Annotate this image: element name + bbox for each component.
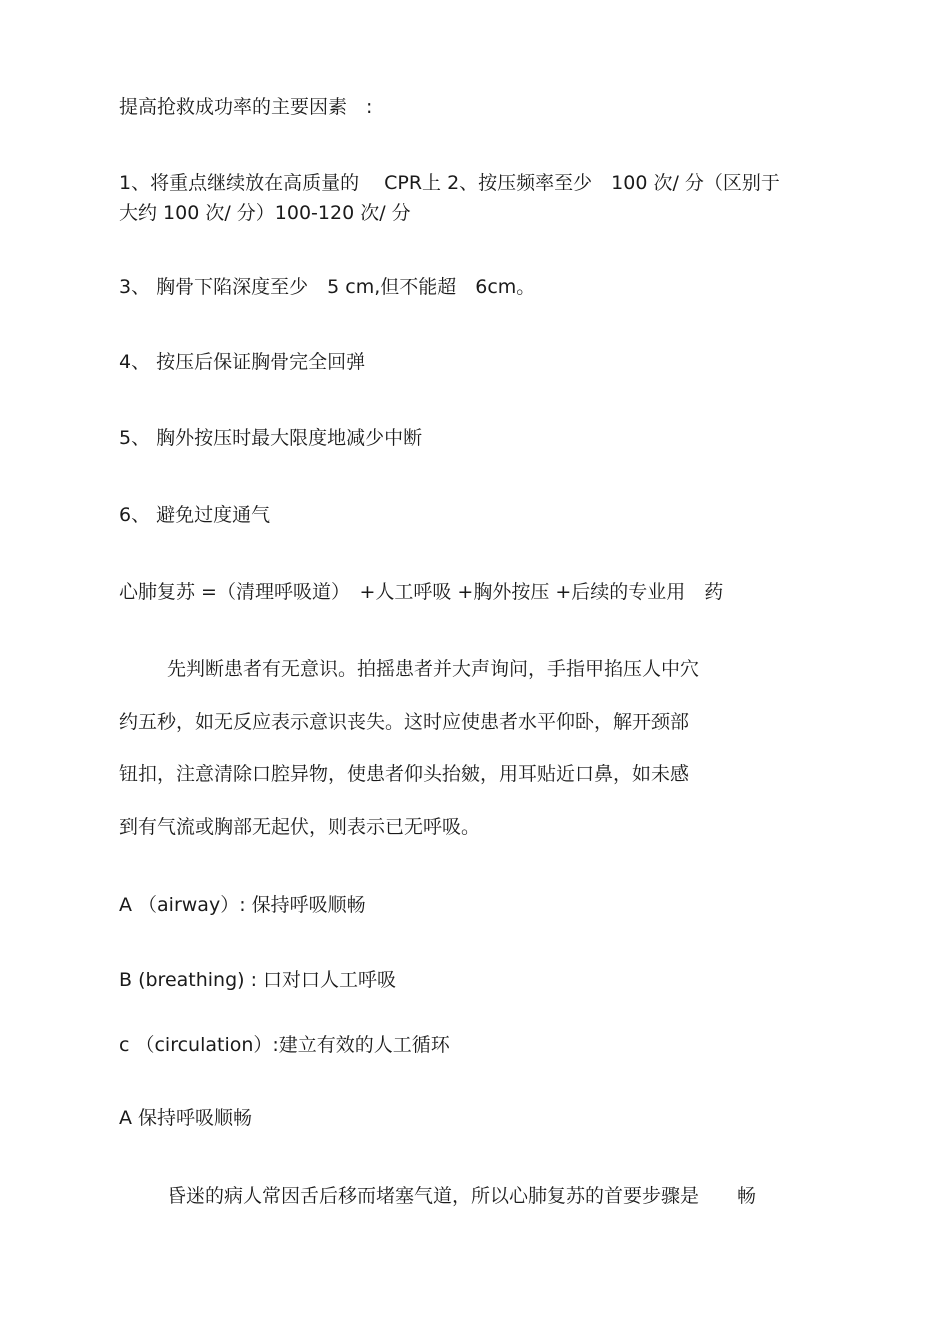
- heading-key-factors: 提高抢救成功率的主要因素 :: [119, 96, 373, 118]
- paragraph-1-line-2: 约五秒，如无反应表示意识丧失。这时应使患者水平仰卧，解开颈部: [119, 711, 690, 733]
- paragraph-1-line-4: 到有气流或胸部无起伏，则表示已无呼吸。: [119, 816, 481, 838]
- item-1-line-2: 大约 100 次/ 分）100-120 次/ 分: [119, 202, 411, 224]
- paragraph-1-line-3: 钮扣，注意清除口腔异物，使患者仰头抬皴，用耳贴近口鼻，如未感: [119, 763, 690, 785]
- item-6: 6、 避免过度通气: [119, 504, 271, 526]
- item-1-line-1: 1、将重点继续放在高质量的 CPR上 2、按压频率至少 100 次/ 分（区别于: [119, 172, 780, 194]
- paragraph-2-line-1: 昏迷的病人常因舌后移而堵塞气道，所以心肺复苏的首要步骤是 畅: [167, 1185, 757, 1207]
- abc-breathing: B (breathing) : 口对口人工呼吸: [119, 969, 397, 991]
- item-5: 5、 胸外按压时最大限度地减少中断: [119, 427, 423, 449]
- paragraph-1-line-1: 先判断患者有无意识。拍摇患者并大声询问，手指甲掐压人中穴: [167, 658, 700, 680]
- item-3: 3、 胸骨下陷深度至少 5 cm,但不能超 6cm。: [119, 276, 536, 298]
- cpr-formula: 心肺复苏 =（清理呼吸道） +人工呼吸 +胸外按压 +后续的专业用 药: [119, 581, 724, 603]
- abc-airway: A （airway）: 保持呼吸顺畅: [119, 894, 366, 916]
- item-4: 4、 按压后保证胸骨完全回弹: [119, 351, 366, 373]
- section-a-heading: A 保持呼吸顺畅: [119, 1107, 253, 1129]
- abc-circulation: c （circulation）:建立有效的人工循环: [119, 1034, 450, 1056]
